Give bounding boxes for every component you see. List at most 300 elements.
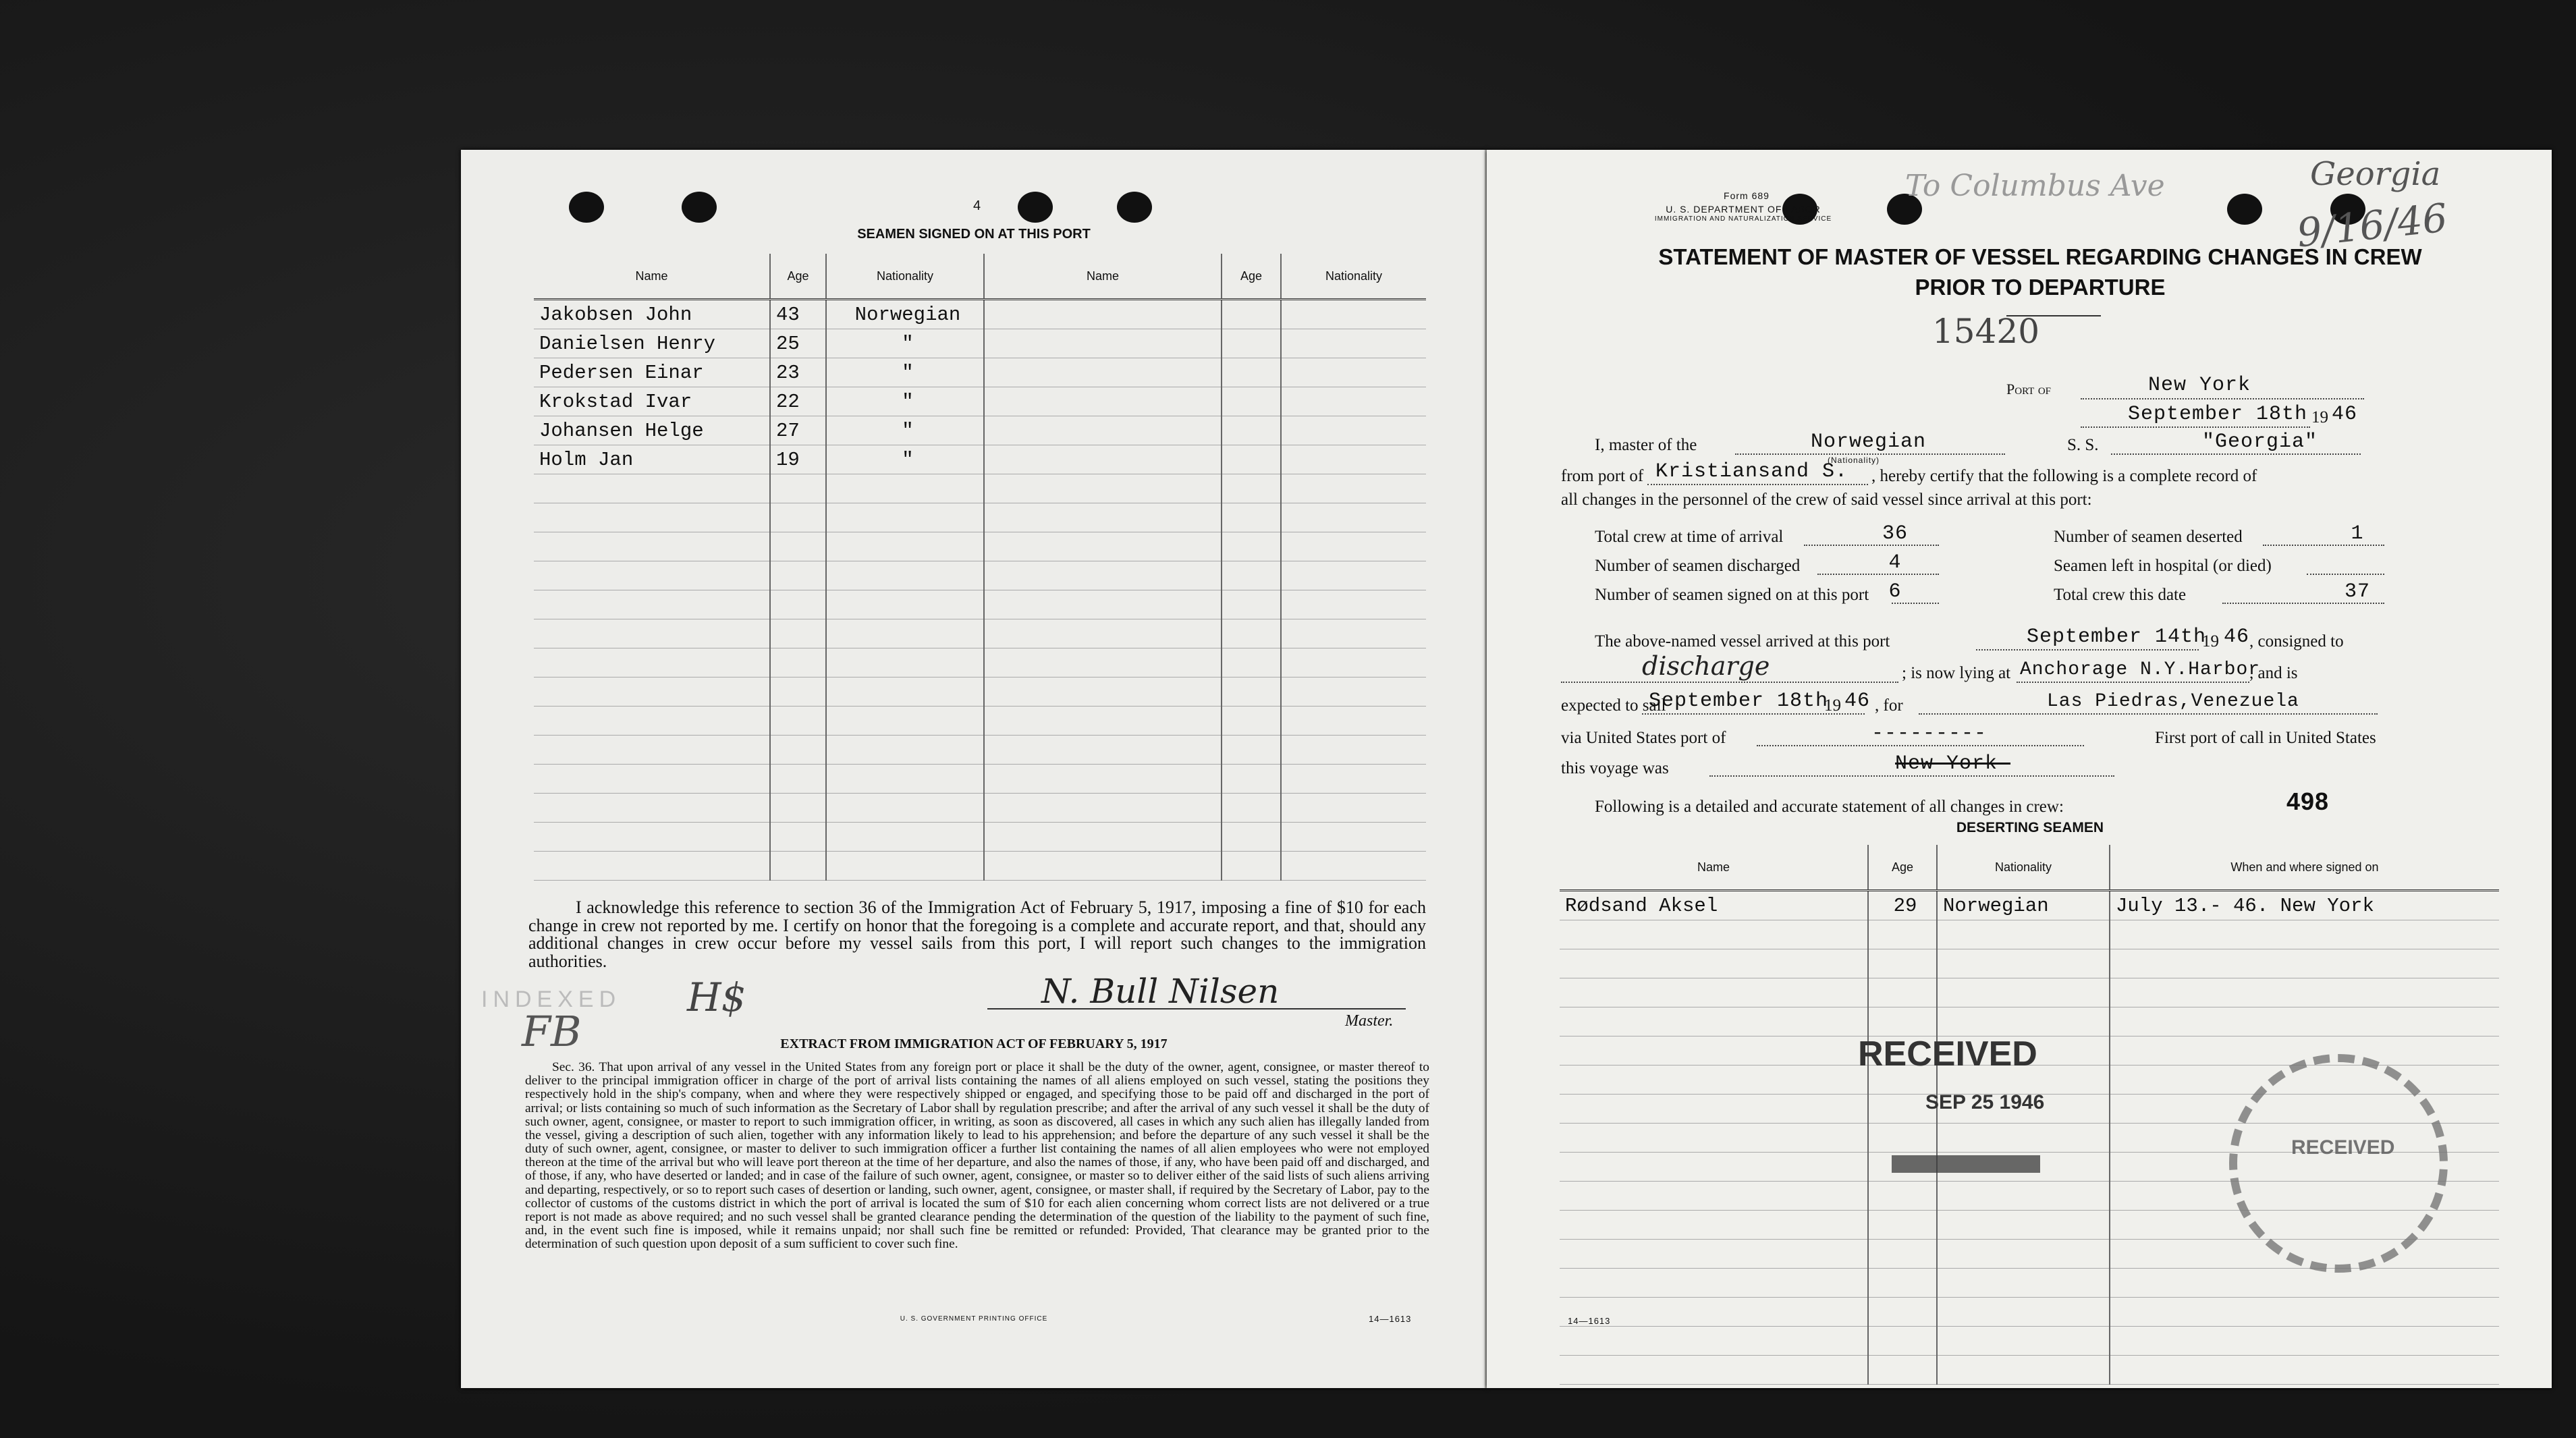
empty-nationality-cell: [1281, 648, 1426, 677]
extract-title: EXTRACT FROM IMMIGRATION ACT OF FEBRUARY 5, 1917: [780, 1036, 1168, 1051]
seaman-age-cell: [770, 590, 826, 619]
stat-line: [2222, 603, 2384, 604]
empty-nationality-cell: [1281, 300, 1426, 329]
table-row: [534, 590, 1426, 619]
voyage-line: [1709, 775, 2114, 777]
service-name: IMMIGRATION AND NATURALIZATION SERVICE: [1654, 215, 1832, 223]
deserting-title: DESERTING SEAMEN: [1956, 820, 2104, 835]
table-row: [534, 532, 1426, 561]
printer-credit: U. S. GOVERNMENT PRINTING OFFICE: [900, 1315, 1048, 1323]
empty-age-cell: [1222, 329, 1281, 358]
initials-mark: FB: [522, 1007, 582, 1056]
empty-age-cell: [1222, 619, 1281, 648]
seaman-name-cell: [534, 823, 770, 852]
stat-line: [2263, 545, 2384, 546]
form-number: Form 689: [1724, 190, 1770, 201]
deserter-age-cell: [1868, 1182, 1937, 1211]
seaman-age-cell: [770, 474, 826, 503]
empty-nationality-cell: [1281, 765, 1426, 794]
empty-age-cell: [1222, 590, 1281, 619]
deserter-nationality-cell: [1937, 1269, 2110, 1298]
empty-nationality-cell: [1281, 794, 1426, 823]
empty-age-cell: [1222, 677, 1281, 707]
table-row: [1560, 1327, 2499, 1356]
seaman-nationality-cell: ": [826, 358, 984, 387]
table-row: [534, 503, 1426, 532]
form-title-line2: PRIOR TO DEPARTURE: [1915, 275, 2166, 300]
deserter-name-cell: [1560, 920, 1868, 949]
empty-age-cell: [1222, 852, 1281, 881]
deserter-nationality-cell: [1937, 1211, 2110, 1240]
deserter-name-cell: [1560, 1269, 1868, 1298]
seaman-name-cell: [534, 561, 770, 590]
handwritten-number: 15420: [1932, 312, 2040, 351]
table-row: [534, 358, 1426, 387]
right-form-code: 14—1613: [1568, 1316, 1611, 1326]
form-code: 14—1613: [1369, 1314, 1412, 1324]
seaman-age-cell: 23: [770, 358, 826, 387]
seaman-age-cell: [770, 677, 826, 707]
table-row: [534, 677, 1426, 707]
deserter-name-cell: [1560, 1153, 1868, 1182]
seaman-nationality-cell: [826, 590, 984, 619]
empty-age-cell: [1222, 765, 1281, 794]
deserter-name-cell: [1560, 1066, 1868, 1095]
punch-hole: [1117, 192, 1152, 223]
stat-deserted-value: 1: [2351, 522, 2364, 545]
deserter-age-cell: [1868, 920, 1937, 949]
seaman-age-cell: 25: [770, 329, 826, 358]
round-stamp-text: RECEIVED: [2291, 1136, 2395, 1159]
empty-age-cell: [1222, 503, 1281, 532]
table-row: [534, 648, 1426, 677]
section-title: SEAMEN SIGNED ON AT THIS PORT: [857, 227, 1091, 242]
stat-line: [2307, 574, 2384, 575]
deserter-signed-on-cell: [2110, 920, 2499, 949]
seaman-name-cell: [534, 474, 770, 503]
seaman-name-cell: Holm Jan: [534, 445, 770, 474]
seaman-age-cell: [770, 765, 826, 794]
deserter-name-cell: [1560, 1356, 1868, 1385]
empty-nationality-cell: [1281, 707, 1426, 736]
port-label: Port of: [2006, 381, 2052, 397]
deserter-signed-on-cell: [2110, 949, 2499, 978]
deserter-age-cell: [1868, 1356, 1937, 1385]
seaman-age-cell: [770, 648, 826, 677]
empty-age-cell: [1222, 445, 1281, 474]
ss-label: S. S.: [2067, 436, 2099, 454]
seaman-name-cell: [534, 503, 770, 532]
seaman-nationality-cell: [826, 707, 984, 736]
deserter-nationality-cell: [1937, 1182, 2110, 1211]
column-header: Age: [770, 254, 826, 300]
deserter-name-cell: [1560, 1095, 1868, 1124]
all-changes-text: all changes in the personnel of the crew of said vessel since arrival at this port:: [1561, 491, 2092, 509]
deserter-age-cell: [1868, 1240, 1937, 1269]
table-header-row: [1560, 845, 2499, 891]
deserter-signed-on-cell: July 13.- 46. New York: [2110, 891, 2499, 920]
column-header: Name: [534, 254, 770, 300]
deserter-age-cell: [1868, 1269, 1937, 1298]
empty-nationality-cell: [1281, 852, 1426, 881]
column-header: Age: [1868, 845, 1937, 891]
empty-name-cell: [984, 765, 1222, 794]
empty-nationality-cell: [1281, 619, 1426, 648]
handwritten-note: To Columbus Ave: [1905, 169, 2165, 203]
seaman-name-cell: Pedersen Einar: [534, 358, 770, 387]
seaman-age-cell: 27: [770, 416, 826, 445]
deserter-age-cell: [1868, 1327, 1937, 1356]
deserter-age-cell: [1868, 1124, 1937, 1153]
stat-hospital-label: Seamen left in hospital (or died): [2054, 557, 2272, 575]
seaman-nationality-cell: [826, 561, 984, 590]
empty-nationality-cell: [1281, 387, 1426, 416]
empty-name-cell: [984, 852, 1222, 881]
seaman-name-cell: [534, 736, 770, 765]
seaman-age-cell: [770, 736, 826, 765]
deserter-nationality-cell: [1937, 949, 2110, 978]
seaman-name-cell: Jakobsen John: [534, 300, 770, 329]
deserter-name-cell: [1560, 978, 1868, 1007]
empty-name-cell: [984, 532, 1222, 561]
deserter-age-cell: [1868, 978, 1937, 1007]
empty-nationality-cell: [1281, 474, 1426, 503]
empty-name-cell: [984, 387, 1222, 416]
deserter-signed-on-cell: [2110, 1327, 2499, 1356]
seaman-name-cell: [534, 707, 770, 736]
changes-number: 498: [2286, 787, 2330, 815]
master-signature: N. Bull Nilsen: [1041, 972, 1280, 1011]
handwritten-initials: H$: [687, 974, 746, 1020]
from-port-line: [1647, 484, 1868, 485]
deserter-age-cell: [1868, 949, 1937, 978]
nationality-value: Norwegian: [1811, 431, 1927, 453]
empty-name-cell: [984, 300, 1222, 329]
empty-nationality-cell: [1281, 358, 1426, 387]
deserter-nationality-cell: [1937, 1007, 2110, 1036]
empty-nationality-cell: [1281, 445, 1426, 474]
deserter-name-cell: Rødsand Aksel: [1560, 891, 1868, 920]
empty-name-cell: [984, 648, 1222, 677]
table-row: [1560, 1356, 2499, 1385]
deserter-name-cell: [1560, 1327, 1868, 1356]
table-row: [534, 387, 1426, 416]
ship-line: [2111, 453, 2361, 455]
table-row: [534, 474, 1426, 503]
seaman-name-cell: [534, 590, 770, 619]
table-row: [534, 765, 1426, 794]
expected-date: September 18th: [1649, 690, 1829, 713]
seaman-name-cell: [534, 532, 770, 561]
indexed-stamp: INDEXED: [481, 987, 622, 1012]
empty-name-cell: [984, 445, 1222, 474]
empty-name-cell: [984, 416, 1222, 445]
seaman-age-cell: 19: [770, 445, 826, 474]
seaman-nationality-cell: [826, 648, 984, 677]
empty-age-cell: [1222, 707, 1281, 736]
lying-label: ; is now lying at: [1902, 664, 2011, 682]
column-header: Name: [984, 254, 1222, 300]
table-row: [1560, 1269, 2499, 1298]
seaman-nationality-cell: Norwegian: [826, 300, 984, 329]
stat-line: [1892, 603, 1939, 604]
lying-line: [2017, 682, 2249, 683]
seaman-age-cell: [770, 561, 826, 590]
form-title-line1: STATEMENT OF MASTER OF VESSEL REGARDING CHANGES IN CREW: [1658, 244, 2422, 269]
column-header: Age: [1222, 254, 1281, 300]
table-row: [534, 852, 1426, 881]
empty-name-cell: [984, 619, 1222, 648]
empty-name-cell: [984, 736, 1222, 765]
handwritten-ship-name: Georgia: [2310, 155, 2441, 193]
seaman-name-cell: [534, 677, 770, 707]
empty-nationality-cell: [1281, 416, 1426, 445]
for-label: , for: [1875, 696, 1903, 715]
punch-hole: [1018, 192, 1053, 223]
seaman-nationality-cell: [826, 823, 984, 852]
empty-nationality-cell: [1281, 561, 1426, 590]
seaman-age-cell: [770, 794, 826, 823]
date-value: September 18th: [2128, 403, 2308, 426]
table-row: [1560, 891, 2499, 920]
empty-age-cell: [1222, 358, 1281, 387]
empty-age-cell: [1222, 561, 1281, 590]
deserter-age-cell: [1868, 1298, 1937, 1327]
voyage-value: New-York-: [1895, 752, 2011, 775]
nationality-line: [1735, 453, 2005, 455]
seaman-name-cell: Johansen Helge: [534, 416, 770, 445]
seaman-age-cell: [770, 852, 826, 881]
deserter-name-cell: [1560, 1240, 1868, 1269]
stat-total-value: 37: [2344, 580, 2370, 603]
master-label: Master.: [1345, 1012, 1394, 1030]
nationality-caption: (Nationality): [1828, 455, 1880, 465]
seaman-age-cell: 22: [770, 387, 826, 416]
seaman-age-cell: [770, 503, 826, 532]
empty-name-cell: [984, 707, 1222, 736]
consigned-label: , consigned to: [2249, 632, 2344, 651]
extract-text: Sec. 36. That upon arrival of any vessel in the United States from any foreign port or place it shall be the duty of the owner, agent, consignee, or master thereof to deliver to the principal immigration officer in charge of the port of arrival lists containing the names of all aliens employed on such vessel, stating the positions they respectively hold in the ship's company, when and where they were respectively shipped or engaged, and specifying those to be paid off and discharged in the port of arrival; or lists containing so much of such information as the Secretary of Labor shall by regulation prescribe; and after the arrival of any such vessel it shall be the duty of such owner, agent, consignee, or master to report to such immigration officer, in writing, as soon as discovered, all cases in which any such alien has illegally landed from the vessel, giving a description of such alien, together with any information likely to lead to his apprehension; and before the departure of any such vessel it shall be the duty of such owner, agent, consignee, or master to deliver to such immigration officer a further list containing the names of all alien employees who were not employed thereon at the time of the arrival but who will leave port thereon at the time of her departure, and also the names of those, if any, who have been paid off and discharged, and of those, if any, who have deserted or landed; and in case of the failure of such owner, agent, consignee, or master so to deliver either of the said lists of such aliens arriving and departing, respectively, or so to report such cases of desertion or landing, such owner, agent, consignee, or master shall, if required by the Secretary of Labor, pay to the collector of customs of the customs district in which the port of arrival is located the sum of $10 for each alien concerning whom correct lists are not delivered or a true report is not made as above required; and no such vessel shall be granted clearance pending the determination of the question of the liability to the payment of such fine, and, in the event such fine is imposed, while it remains unpaid; nor shall such fine be remitted or refunded: Provided, That clearance may be granted prior to the determination of such question upon deposit of a sum sufficient to cover such fine.: [525, 1060, 1429, 1252]
seaman-nationality-cell: [826, 852, 984, 881]
deserter-nationality-cell: Norwegian: [1937, 891, 2110, 920]
table-row: [1560, 949, 2499, 978]
table-row: [534, 416, 1426, 445]
stat-discharged-value: 4: [1888, 551, 1902, 574]
table-row: [534, 707, 1426, 736]
obscured-stamp-line: [1892, 1155, 2040, 1173]
deserter-nationality-cell: [1937, 1124, 2110, 1153]
year-suffix: 46: [2332, 403, 2358, 426]
empty-name-cell: [984, 474, 1222, 503]
empty-nationality-cell: [1281, 503, 1426, 532]
deserter-signed-on-cell: [2110, 1356, 2499, 1385]
date-line: [2081, 426, 2310, 428]
empty-age-cell: [1222, 736, 1281, 765]
table-row: [534, 736, 1426, 765]
column-header: Nationality: [1937, 845, 2110, 891]
ship-name: "Georgia": [2202, 431, 2318, 453]
empty-age-cell: [1222, 648, 1281, 677]
left-page: [461, 150, 1487, 1388]
signature-line: [987, 1008, 1406, 1010]
seaman-name-cell: Danielsen Henry: [534, 329, 770, 358]
via-value: ---------: [1871, 722, 1988, 745]
stat-signed-value: 6: [1888, 580, 1902, 603]
seaman-nationality-cell: [826, 532, 984, 561]
seaman-age-cell: 43: [770, 300, 826, 329]
consigned-line: [1561, 682, 1898, 683]
table-row: [1560, 1007, 2499, 1036]
first-port-label: First port of call in United States: [2155, 729, 2376, 747]
stat-line: [1804, 545, 1939, 546]
page-number: 4: [973, 198, 982, 213]
punch-hole: [2227, 194, 2262, 225]
empty-nationality-cell: [1281, 823, 1426, 852]
deserter-signed-on-cell: [2110, 1269, 2499, 1298]
seaman-age-cell: [770, 823, 826, 852]
deserter-age-cell: [1868, 1211, 1937, 1240]
port-value: New York: [2148, 374, 2251, 397]
deserter-signed-on-cell: [2110, 1007, 2499, 1036]
table-row: [1560, 978, 2499, 1007]
seaman-nationality-cell: [826, 677, 984, 707]
table-row: [534, 329, 1426, 358]
deserter-nationality-cell: [1937, 1356, 2110, 1385]
empty-nationality-cell: [1281, 677, 1426, 707]
year-prefix: 19: [2311, 408, 2328, 426]
via-line: [1757, 745, 2084, 746]
seaman-name-cell: [534, 619, 770, 648]
empty-name-cell: [984, 590, 1222, 619]
deserter-name-cell: [1560, 1007, 1868, 1036]
arrived-line: [1976, 649, 2199, 651]
from-port-label: from port of: [1561, 467, 1644, 485]
empty-age-cell: [1222, 300, 1281, 329]
punch-hole: [682, 192, 717, 223]
empty-name-cell: [984, 358, 1222, 387]
expected-year: 46: [1844, 690, 1871, 713]
round-seal-stamp: [2229, 1054, 2448, 1273]
column-header: When and where signed on: [2110, 845, 2499, 891]
handwritten-date: 9/16/46: [2295, 194, 2450, 256]
arrived-date: September 14th: [2027, 626, 2207, 648]
for-line: [1919, 713, 2378, 715]
seaman-name-cell: [534, 794, 770, 823]
column-header: Nationality: [1281, 254, 1426, 300]
empty-age-cell: [1222, 474, 1281, 503]
deserter-signed-on-cell: [2110, 1298, 2499, 1327]
stat-signed-label: Number of seamen signed on at this port: [1595, 586, 1869, 604]
seaman-nationality-cell: ": [826, 445, 984, 474]
table-header-row: [534, 254, 1426, 300]
deserter-name-cell: [1560, 1182, 1868, 1211]
following-label: Following is a detailed and accurate statement of all changes in crew:: [1595, 798, 2064, 816]
deserter-name-cell: [1560, 1124, 1868, 1153]
seaman-name-cell: [534, 765, 770, 794]
empty-age-cell: [1222, 823, 1281, 852]
and-is-label: , and is: [2249, 664, 2298, 682]
empty-name-cell: [984, 823, 1222, 852]
stat-arrival-value: 36: [1882, 522, 1908, 545]
stat-total-label: Total crew this date: [2054, 586, 2187, 604]
consigned-value: discharge: [1642, 651, 1770, 681]
received-stamp: RECEIVED: [1858, 1034, 2037, 1074]
table-row: [534, 445, 1426, 474]
deserter-nationality-cell: [1937, 1298, 2110, 1327]
seaman-nationality-cell: [826, 474, 984, 503]
right-page: [1487, 150, 2552, 1388]
seaman-nationality-cell: [826, 765, 984, 794]
seaman-age-cell: [770, 532, 826, 561]
table-row: [534, 300, 1426, 329]
deserter-nationality-cell: [1937, 1327, 2110, 1356]
lying-value: Anchorage N.Y.Harbor: [2020, 659, 2261, 680]
deserter-age-cell: 29: [1868, 891, 1937, 920]
arrived-year-prefix: 19: [2202, 632, 2219, 651]
column-header: Name: [1560, 845, 1868, 891]
empty-name-cell: [984, 329, 1222, 358]
seaman-nationality-cell: ": [826, 387, 984, 416]
table-row: [534, 794, 1426, 823]
deserter-name-cell: [1560, 949, 1868, 978]
arrived-label: The above-named vessel arrived at this port: [1595, 632, 1890, 651]
empty-nationality-cell: [1281, 532, 1426, 561]
table-row: [534, 823, 1426, 852]
stat-discharged-label: Number of seamen discharged: [1595, 557, 1801, 575]
empty-age-cell: [1222, 794, 1281, 823]
seaman-nationality-cell: [826, 619, 984, 648]
empty-age-cell: [1222, 416, 1281, 445]
seaman-name-cell: Krokstad Ivar: [534, 387, 770, 416]
arrived-year: 46: [2224, 626, 2250, 648]
expected-year-prefix: 19: [1824, 696, 1841, 715]
empty-name-cell: [984, 677, 1222, 707]
certify-text: , hereby certify that the following is a complete record of: [1871, 467, 2257, 485]
seaman-nationality-cell: ": [826, 329, 984, 358]
empty-nationality-cell: [1281, 329, 1426, 358]
seaman-nationality-cell: [826, 736, 984, 765]
column-header: Nationality: [826, 254, 984, 300]
table-row: [1560, 920, 2499, 949]
voyage-label: this voyage was: [1561, 759, 1669, 777]
seaman-age-cell: [770, 707, 826, 736]
from-port-value: Kristiansand S.: [1655, 460, 1848, 483]
empty-name-cell: [984, 503, 1222, 532]
punch-hole: [569, 192, 604, 223]
stat-line: [1817, 574, 1939, 575]
empty-name-cell: [984, 794, 1222, 823]
received-date-stamp: SEP 25 1946: [1925, 1091, 2045, 1113]
empty-nationality-cell: [1281, 736, 1426, 765]
seaman-nationality-cell: ": [826, 416, 984, 445]
expected-label: expected to sail: [1561, 696, 1666, 715]
seaman-nationality-cell: [826, 794, 984, 823]
empty-age-cell: [1222, 387, 1281, 416]
deserter-age-cell: [1868, 1007, 1937, 1036]
seaman-name-cell: [534, 648, 770, 677]
table-row: [534, 561, 1426, 590]
deserter-name-cell: [1560, 1036, 1868, 1066]
deserter-nationality-cell: [1937, 1240, 2110, 1269]
via-label: via United States port of: [1561, 729, 1726, 747]
seaman-nationality-cell: [826, 503, 984, 532]
seaman-name-cell: [534, 852, 770, 881]
deserter-signed-on-cell: [2110, 978, 2499, 1007]
signed-on-table: [534, 254, 1426, 881]
deserter-nationality-cell: [1937, 978, 2110, 1007]
master-of-label: I, master of the: [1595, 436, 1697, 454]
seaman-age-cell: [770, 619, 826, 648]
